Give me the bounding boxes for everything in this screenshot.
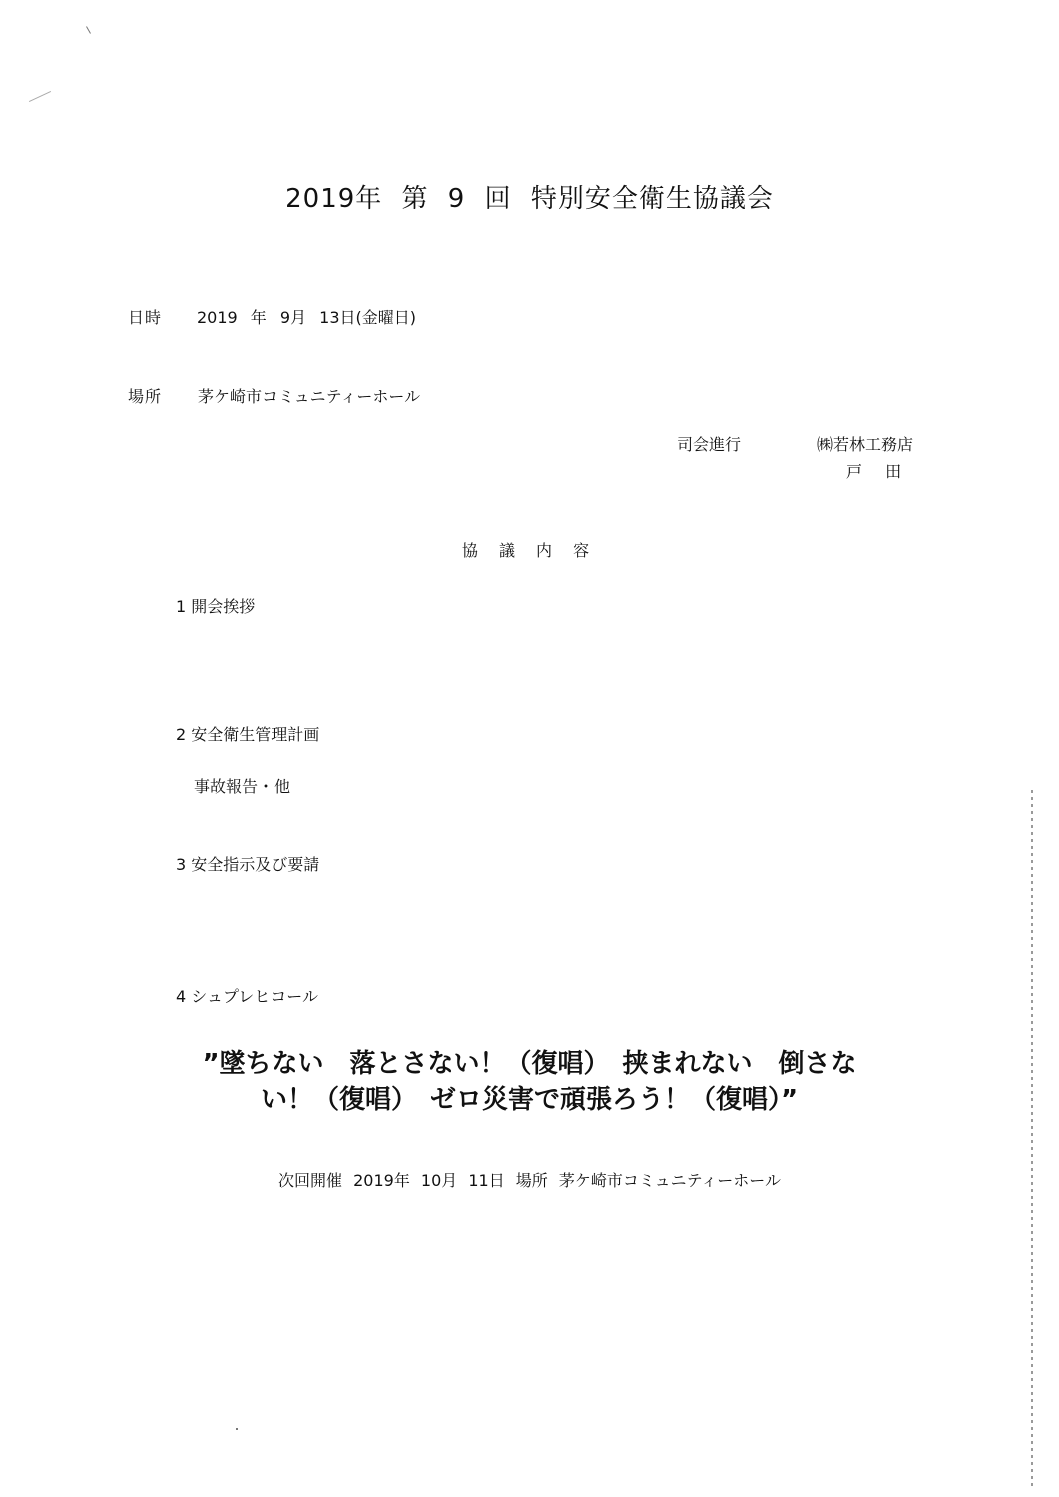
agenda-heading: 協 議 内 容 [461,541,598,560]
host-name: 戸 田 [846,462,902,481]
scan-speck [86,26,91,33]
scan-speck [29,91,51,102]
host-company: ㈱若林工務店 [817,435,914,454]
place-label: 場所 [128,387,163,406]
host-label: 司会進行 [677,435,742,454]
next-meeting: 次回開催 2019年 10月 11日 場所 茅ケ崎市コミュニティーホール [278,1171,781,1190]
date-value: 2019 年 9月 13日(金曜日) [197,308,417,327]
document-title: 2019年 第 9 回 特別安全衛生協議会 [285,184,774,214]
slogan-line-1: ”墜ちない 落とさない！（復唱） 挟まれない 倒さな [202,1049,857,1079]
scan-speck [236,1428,238,1430]
agenda-subitem-accident-report: 事故報告・他 [194,777,291,796]
agenda-item-chant: 4 シュプレヒコール [176,987,318,1006]
slogan [0,1046,1059,1118]
agenda-item-safety-plan: 2 安全衛生管理計画 [176,725,320,744]
scan-edge-artifact [1031,790,1033,1490]
date-label: 日時 [128,308,163,327]
slogan-line-2: い！（復唱） ゼロ災害で頑張ろう！（復唱）” [260,1085,799,1115]
agenda-item-opening: 1 開会挨拶 [176,597,256,616]
place-value: 茅ケ崎市コミュニティーホール [198,387,421,406]
agenda-item-safety-instructions: 3 安全指示及び要請 [176,855,320,874]
